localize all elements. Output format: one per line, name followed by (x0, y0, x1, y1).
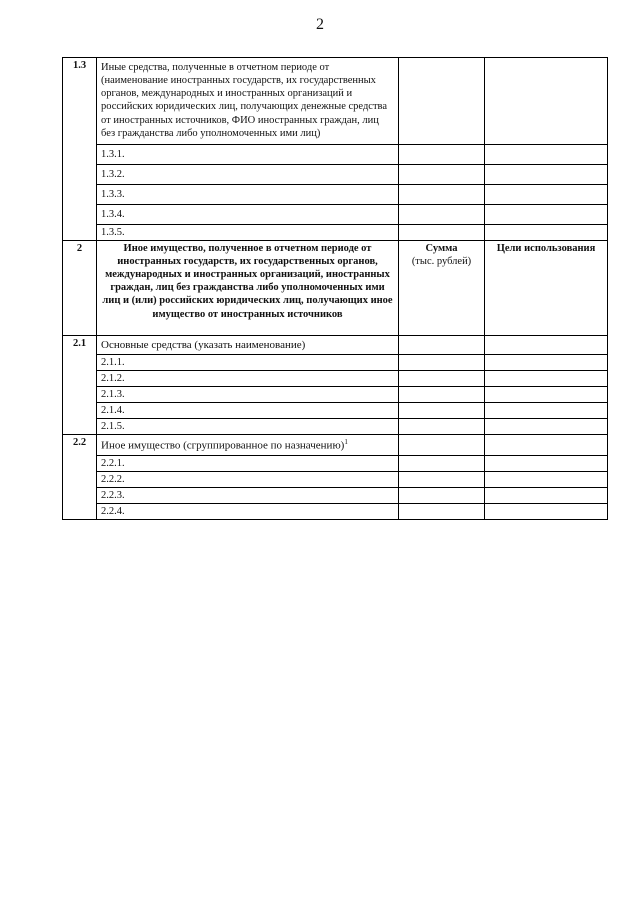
table-row (63, 386, 608, 402)
table-row (63, 455, 608, 471)
goal-cell[interactable] (485, 224, 608, 240)
goal-cell[interactable] (485, 354, 608, 370)
goal-header: Цели использования (485, 240, 608, 335)
table-row (63, 184, 608, 204)
row-number: 2 (63, 240, 97, 335)
goal-cell[interactable] (485, 504, 608, 520)
sum-cell[interactable] (399, 403, 485, 419)
goal-cell[interactable] (485, 144, 608, 164)
section-title: Основные средства (указать наименование) (97, 335, 399, 354)
table-row (63, 471, 608, 487)
table-row (63, 354, 608, 370)
subitem-label: 2.2.4. (97, 504, 399, 520)
goal-cell[interactable] (485, 164, 608, 184)
subitem-label: 2.2.3. (97, 487, 399, 503)
subitem-label: 2.1.2. (97, 370, 399, 386)
sum-cell[interactable] (399, 184, 485, 204)
goal-cell[interactable] (485, 487, 608, 503)
sum-cell[interactable] (399, 224, 485, 240)
table-row (63, 487, 608, 503)
subitem-label: 1.3.4. (97, 204, 399, 224)
goal-cell[interactable] (485, 471, 608, 487)
table-row (63, 504, 608, 520)
subitem-label: 2.1.1. (97, 354, 399, 370)
sum-cell[interactable] (399, 204, 485, 224)
row-description: Иные средства, полученные в отчетном периоде от (наименование иностранных государств, их государственных органов, международных и иностранных организаций и российских юридических лиц, получающих денежные средства от иностранных источников, ФИО иностранных граждан, лиц без гражданства либо уполномоченных ими лиц) (97, 58, 399, 145)
sum-cell[interactable] (399, 354, 485, 370)
table-row (63, 370, 608, 386)
subitem-label: 1.3.3. (97, 184, 399, 204)
row-2-header (63, 240, 608, 335)
footnote-mark: 1 (344, 438, 348, 447)
table-row (63, 144, 608, 164)
section-title (97, 435, 399, 455)
table-row (63, 419, 608, 435)
sum-cell[interactable] (399, 164, 485, 184)
goal-cell[interactable] (485, 435, 608, 455)
row-number: 1.3 (63, 58, 97, 241)
sum-cell[interactable] (399, 386, 485, 402)
goal-cell[interactable] (485, 370, 608, 386)
goal-cell[interactable] (485, 184, 608, 204)
section-title-text: Иное имущество (сгруппированное по назначению) (101, 439, 345, 452)
table-row (63, 204, 608, 224)
row-2-1 (63, 335, 608, 354)
report-table (62, 57, 608, 520)
subitem-label: 1.3.1. (97, 144, 399, 164)
sum-cell[interactable] (399, 58, 485, 145)
goal-cell[interactable] (485, 335, 608, 354)
table-row (63, 164, 608, 184)
sum-cell[interactable] (399, 487, 485, 503)
sum-cell[interactable] (399, 370, 485, 386)
subitem-label: 1.3.2. (97, 164, 399, 184)
sum-label: Сумма (425, 242, 458, 254)
sum-cell[interactable] (399, 471, 485, 487)
sum-cell[interactable] (399, 335, 485, 354)
subitem-label: 2.1.4. (97, 403, 399, 419)
row-1-3 (63, 58, 608, 145)
row-number: 2.2 (63, 435, 97, 520)
subitem-label: 2.1.3. (97, 386, 399, 402)
row-number: 2.1 (63, 335, 97, 434)
goal-cell[interactable] (485, 403, 608, 419)
goal-cell[interactable] (485, 386, 608, 402)
subitem-label: 2.2.1. (97, 455, 399, 471)
subitem-label: 1.3.5. (97, 224, 399, 240)
goal-cell[interactable] (485, 455, 608, 471)
sum-unit: (тыс. рублей) (411, 256, 472, 267)
sum-cell[interactable] (399, 435, 485, 455)
goal-cell[interactable] (485, 419, 608, 435)
sum-cell[interactable] (399, 455, 485, 471)
table-row (63, 403, 608, 419)
sum-cell[interactable] (399, 144, 485, 164)
table-row (63, 224, 608, 240)
subitem-label: 2.2.2. (97, 471, 399, 487)
sum-cell[interactable] (399, 419, 485, 435)
goal-cell[interactable] (485, 58, 608, 145)
row-description: Иное имущество, полученное в отчетном периоде от иностранных государств, их государственных органов, международных и иностранных организаций, иностранных граждан, лиц без гражданства либо уполномоченных ими лиц и (или) российских юридических лиц, получающих иное имущество от иностранных источников (97, 240, 399, 335)
page-number: 2 (316, 16, 324, 33)
sum-header (399, 240, 485, 335)
row-2-2 (63, 435, 608, 455)
goal-cell[interactable] (485, 204, 608, 224)
subitem-label: 2.1.5. (97, 419, 399, 435)
sum-cell[interactable] (399, 504, 485, 520)
